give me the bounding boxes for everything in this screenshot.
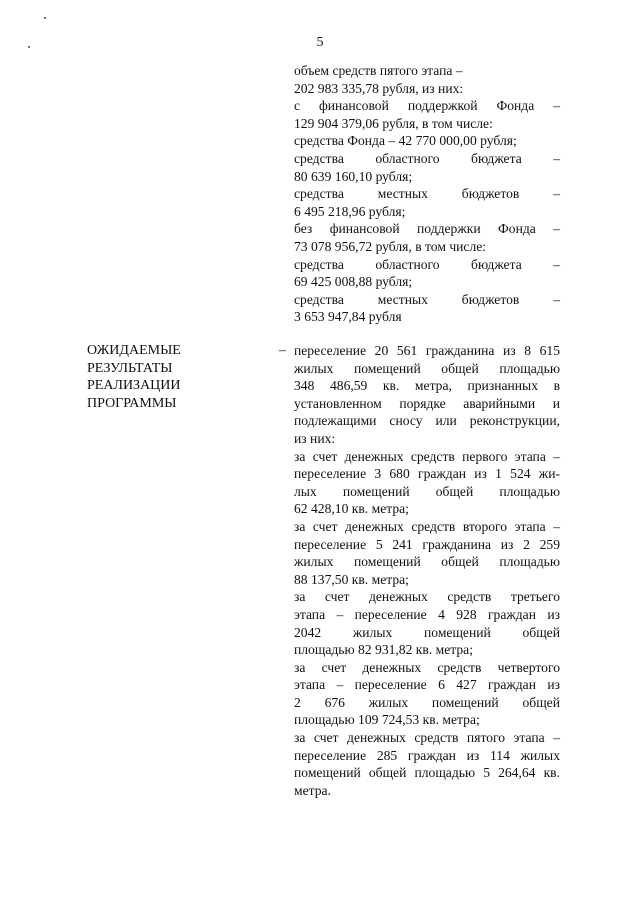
result-line: за счет денежных средств четвертого: [294, 659, 560, 675]
heading-line: ПРОГРАММЫ: [87, 395, 177, 411]
financing-line: средства местных бюджетов –: [294, 186, 560, 202]
financing-line: 6 495 218,96 рубля;: [294, 203, 406, 219]
financing-line: средства Фонда – 42 770 000,00 рубля;: [294, 133, 517, 149]
result-line: этапа – переселение 4 928 граждан из: [294, 606, 560, 622]
result-line: за счет денежных средств второго этапа –: [294, 518, 560, 534]
scan-speck: [44, 17, 46, 19]
result-line: переселение 3 680 граждан из 1 524 жи-: [294, 466, 560, 482]
financing-paragraph: [294, 62, 560, 326]
result-line: этапа – переселение 6 427 граждан из: [294, 677, 560, 693]
result-line: жилых помещений общей площадью: [294, 360, 560, 376]
result-line: жилых помещений общей площадью: [294, 554, 560, 570]
financing-line: 69 425 008,88 рубля;: [294, 274, 413, 290]
result-line: 2042 жилых помещений общей: [294, 624, 560, 640]
page-number: 5: [316, 35, 324, 50]
heading-dash: –: [279, 343, 286, 358]
financing-line: без финансовой поддержки Фонда –: [294, 221, 560, 237]
result-line: переселение 285 граждан из 114 жилых: [294, 747, 560, 763]
financing-line: 129 904 379,06 рубля, в том числе:: [294, 115, 493, 131]
result-line: площадью 109 724,53 кв. метра;: [294, 712, 480, 728]
heading-line: ОЖИДАЕМЫЕ: [87, 343, 181, 358]
result-line: переселение 5 241 гражданина из 2 259: [294, 536, 560, 552]
financing-line: средства областного бюджета –: [294, 256, 560, 272]
heading-line: РЕАЛИЗАЦИИ: [87, 378, 181, 394]
result-line: из них:: [294, 430, 336, 446]
result-line: переселение 20 561 гражданина из 8 615: [294, 343, 560, 358]
result-line: установленном порядке аварийными и: [294, 395, 560, 411]
result-line: 62 428,10 кв. метра;: [294, 501, 409, 517]
result-line: 88 137,50 кв. метра;: [294, 571, 409, 587]
result-line: за счет денежных средств пятого этапа –: [294, 730, 560, 746]
expected-results-paragraph: [294, 342, 560, 799]
financing-line: средства областного бюджета –: [294, 150, 560, 166]
financing-line: 202 983 335,78 рубля, из них:: [294, 80, 464, 96]
result-line: подлежащими сносу или реконструкции,: [294, 413, 560, 429]
section-heading-expected-results: [87, 342, 257, 412]
result-line: лых помещений общей площадью: [294, 483, 560, 499]
financing-line: средства местных бюджетов –: [294, 291, 560, 307]
financing-line: 73 078 956,72 рубля, в том числе:: [294, 238, 487, 254]
financing-line: 80 639 160,10 рубля;: [294, 168, 413, 184]
result-line: метра.: [294, 782, 331, 798]
result-line: 2 676 жилых помещений общей: [294, 694, 560, 710]
result-line: площадью 82 931,82 кв. метра;: [294, 642, 473, 658]
financing-line: объем средств пятого этапа –: [294, 63, 463, 78]
heading-line: РЕЗУЛЬТАТЫ: [87, 360, 173, 376]
result-line: за счет денежных средств первого этапа –: [294, 448, 560, 464]
result-line: за счет денежных средств третьего: [294, 589, 560, 605]
financing-line: с финансовой поддержкой Фонда –: [294, 98, 560, 114]
financing-line: 3 653 947,84 рубля: [294, 309, 402, 325]
result-line: помещений общей площадью 5 264,64 кв.: [294, 765, 560, 781]
result-line: 348 486,59 кв. метра, признанных в: [294, 378, 560, 394]
